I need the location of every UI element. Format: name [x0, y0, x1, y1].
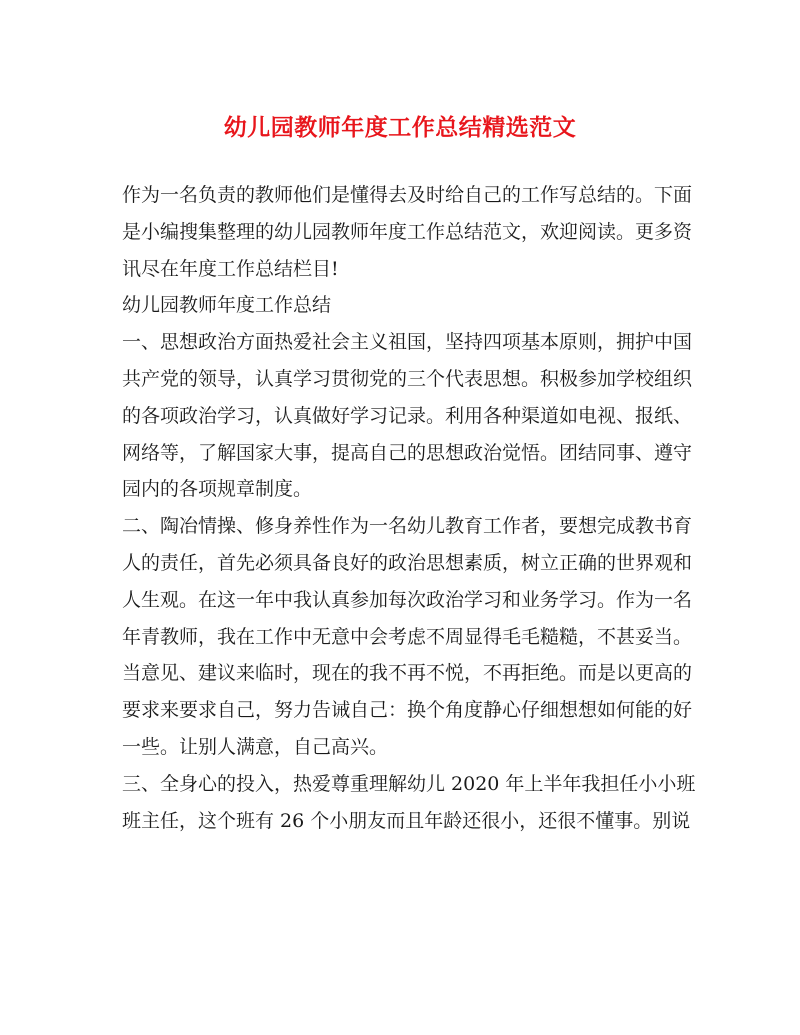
text-line: 人生观。在这一年中我认真参加每次政治学习和业务学习。作为一名 — [122, 588, 693, 611]
text-line: 一、思想政治方面热爱社会主义祖国，坚持四项基本原则，拥护中国 — [122, 331, 693, 354]
section-three-paragraph — [122, 766, 696, 840]
text-line: 人的责任，首先必须具备良好的政治思想素质，树立正确的世界观和 — [122, 551, 693, 574]
text-line: 二、陶冶情操、修身养性作为一名幼儿教育工作者，要想完成教书育 — [122, 515, 693, 538]
section-one-paragraph — [122, 324, 693, 508]
text-line: 班主任，这个班有 26 个小朋友而且年龄还很小，还很不懂事。别说 — [122, 809, 691, 832]
text-line: 园内的各项规章制度。 — [122, 478, 313, 501]
text-line: 作为一名负责的教师他们是懂得去及时给自己的工作写总结的。下面 — [122, 184, 693, 206]
text-line: 网络等，了解国家大事，提高自己的思想政治觉悟。团结同事、遵守 — [122, 441, 693, 464]
text-line: 三、全身心的投入，热爱尊重理解幼儿 2020 年上半年我担任小小班 — [122, 772, 696, 795]
text-line: 一些。让别人满意，自己高兴。 — [122, 735, 389, 758]
text-line: 幼儿园教师年度工作总结 — [122, 294, 332, 317]
text-line: 当意见、建议来临时，现在的我不再不悦，不再拒绝。而是以更高的 — [122, 662, 693, 685]
document-title: 幼儿园教师年度工作总结精选范文 — [223, 114, 577, 141]
text-line: 的各项政治学习，认真做好学习记录。利用各种渠道如电视、报纸、 — [122, 404, 693, 427]
text-line: 共产党的领导，认真学习贯彻党的三个代表思想。积极参加学校组织 — [122, 367, 693, 390]
document-body — [122, 177, 696, 839]
intro-paragraph — [122, 177, 693, 287]
section-heading — [122, 287, 682, 324]
section-two-paragraph — [122, 508, 693, 766]
text-line: 年青教师，我在工作中无意中会考虑不周显得毛毛糙糙，不甚妥当。 — [122, 625, 693, 648]
text-line: 要求来要求自己，努力告诫自己：换个角度静心仔细想想如何能的好 — [122, 699, 693, 722]
text-line: 是小编搜集整理的幼儿园教师年度工作总结范文，欢迎阅读。更多资 — [122, 220, 693, 243]
text-line: 讯尽在年度工作总结栏目! — [122, 257, 339, 280]
